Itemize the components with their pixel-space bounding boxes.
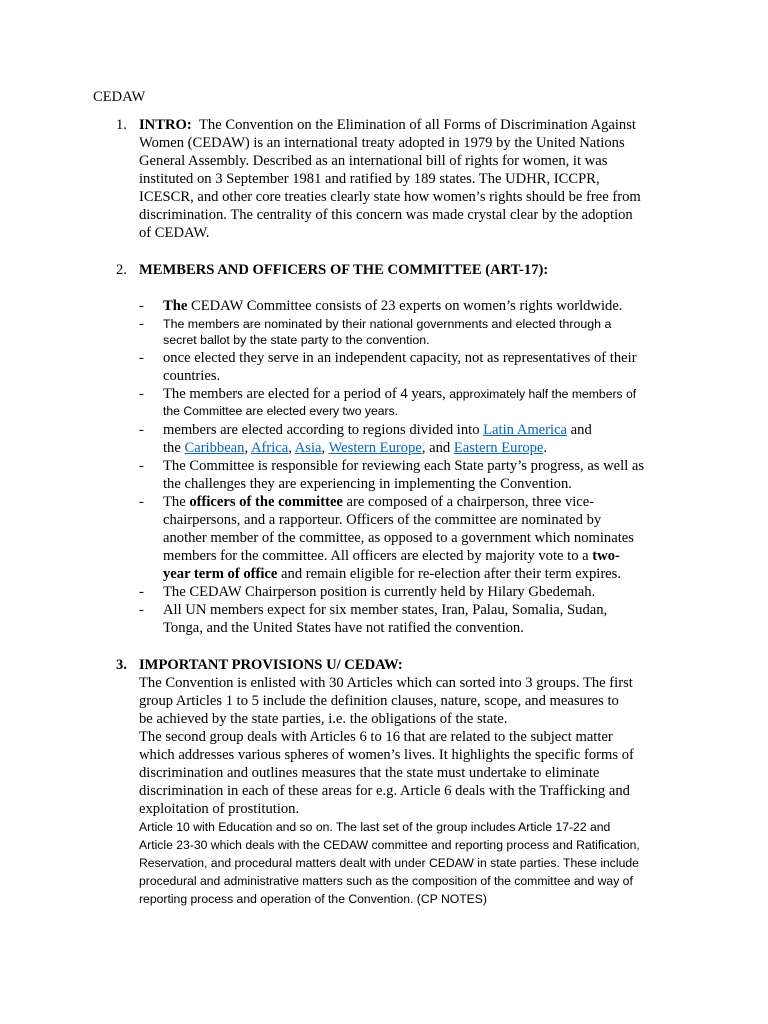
paragraph-line: procedural and administrative matters such as the composition of the committee and way of — [139, 874, 633, 888]
text-run: , — [321, 440, 329, 456]
bullet-text: once elected they serve in an independent capacity, not as representatives of their — [163, 350, 637, 366]
paragraph-line: discrimination in each of these areas for e.g. Article 6 deals with the Trafficking and — [139, 783, 630, 799]
bullet-text: countries. — [163, 368, 221, 384]
text-run: , and — [421, 440, 454, 456]
text-run: two- — [592, 548, 620, 564]
section-number: 2. — [116, 262, 127, 278]
bullet-text — [163, 385, 636, 403]
intro-line-1 — [139, 116, 636, 134]
bullet-dash: - — [139, 298, 144, 314]
bullet-text — [163, 297, 622, 315]
text-run: members for the committee. All officers are elected by majority vote to a — [163, 548, 593, 564]
bullet-text: The members are nominated by their national governments and elected through a — [163, 317, 612, 331]
paragraph-line: reporting process and operation of the Convention. (CP NOTES) — [139, 892, 487, 906]
bullet-dash: - — [139, 386, 144, 402]
paragraph-line: Article 10 with Education and so on. The last set of the group includes Article 17-22 and — [139, 820, 611, 834]
bullet-text: the challenges they are experiencing in implementing the Convention. — [163, 476, 572, 492]
text-run: The members are elected for a period of 4 years, — [163, 386, 446, 402]
text-run: The Convention on the Elimination of all Forms of Discrimination Against — [199, 117, 636, 133]
section-heading: INTRO: — [139, 117, 192, 133]
link-asia[interactable]: Asia — [294, 440, 322, 456]
doc-title: CEDAW — [93, 89, 146, 105]
paragraph-line: Article 23-30 which deals with the CEDAW committee and reporting process and Ratification, — [139, 838, 640, 852]
link-latin-america[interactable]: Latin America — [483, 422, 568, 438]
link-africa[interactable]: Africa — [250, 440, 289, 456]
text-run: and remain eligible for re-election after their term expires. — [277, 566, 621, 582]
text-run: and — [567, 422, 592, 438]
bullet-dash: - — [139, 350, 144, 366]
bullet-text: All UN members expect for six member states, Iran, Palau, Somalia, Sudan, — [163, 602, 608, 618]
section-number: 1. — [116, 117, 127, 133]
text-run: officers of the committee — [189, 494, 343, 510]
paragraph-line: The Convention is enlisted with 30 Articles which can sorted into 3 groups. The first — [139, 675, 633, 691]
text-run: the — [163, 440, 185, 456]
bullet-text — [163, 421, 592, 439]
bullet-text: The Committee is responsible for reviewing each State party’s progress, as well as — [163, 458, 645, 474]
paragraph-line: Reservation, and procedural matters dealt with under CEDAW in state parties. These include — [139, 856, 639, 870]
paragraph-line: The second group deals with Articles 6 to 16 that are related to the subject matter — [139, 729, 613, 745]
text-run: , — [244, 440, 251, 456]
bullet-text — [163, 493, 594, 511]
bullet-text: The CEDAW Chairperson position is currently held by Hilary Gbedemah. — [163, 584, 596, 600]
bullet-text — [163, 547, 620, 565]
paragraph-line: which addresses various spheres of women’s lives. It highlights the specific forms of — [139, 747, 634, 763]
bullet-dash: - — [139, 316, 144, 332]
text-run: The — [163, 298, 188, 314]
intro-line: of CEDAW. — [139, 225, 210, 241]
paragraph-line: discrimination and outlines measures that the state must undertake to eliminate — [139, 765, 600, 781]
bullet-dash: - — [139, 494, 144, 510]
link-western-europe[interactable]: Western Europe — [328, 440, 422, 456]
text-run: year term of office — [163, 566, 278, 582]
bullet-text: the Committee are elected every two years. — [163, 404, 399, 418]
link-eastern-europe[interactable]: Eastern Europe — [453, 440, 544, 456]
bullet-text: another member of the committee, as opposed to a government which nominates — [163, 530, 634, 546]
text-run: The — [163, 494, 190, 510]
text-run: members are elected according to regions divided into — [163, 422, 484, 438]
bullet-text: Tonga, and the United States have not ratified the convention. — [163, 620, 524, 636]
bullet-text — [163, 439, 547, 457]
paragraph-line: group Articles 1 to 5 include the definition clauses, nature, scope, and measures to — [139, 693, 619, 709]
bullet-dash: - — [139, 422, 144, 438]
paragraph-line: exploitation of prostitution. — [139, 801, 300, 817]
bullet-text — [163, 565, 621, 583]
text-run: approximately half the members of — [445, 387, 637, 401]
text-run: are composed of a chairperson, three vice- — [342, 494, 595, 510]
intro-line: General Assembly. Described as an international bill of rights for women, it was — [139, 153, 608, 169]
bullet-dash: - — [139, 458, 144, 474]
intro-line: instituted on 3 September 1981 and ratified by 189 states. The UDHR, ICCPR, — [139, 171, 600, 187]
paragraph-line: be achieved by the state parties, i.e. the obligations of the state. — [139, 711, 508, 727]
section-heading: MEMBERS AND OFFICERS OF THE COMMITTEE (ART-17): — [139, 262, 549, 278]
bullet-dash: - — [139, 602, 144, 618]
intro-line: discrimination. The centrality of this concern was made crystal clear by the adoption — [139, 207, 633, 223]
intro-line: Women (CEDAW) is an international treaty adopted in 1979 by the United Nations — [139, 135, 625, 151]
text-run: , — [288, 440, 295, 456]
section-heading: IMPORTANT PROVISIONS U/ CEDAW: — [139, 657, 403, 673]
bullet-text: secret ballot by the state party to the convention. — [163, 333, 430, 347]
section-number: 3. — [116, 657, 127, 673]
intro-line: ICESCR, and other core treaties clearly state how women’s rights should be free from — [139, 189, 641, 205]
text-run: CEDAW Committee consists of 23 experts on women’s rights worldwide. — [187, 298, 623, 314]
bullet-dash: - — [139, 584, 144, 600]
bullet-text: chairpersons, and a rapporteur. Officers of the committee are nominated by — [163, 512, 602, 528]
link-caribbean[interactable]: Caribbean — [184, 440, 245, 456]
text-run: . — [543, 440, 548, 456]
